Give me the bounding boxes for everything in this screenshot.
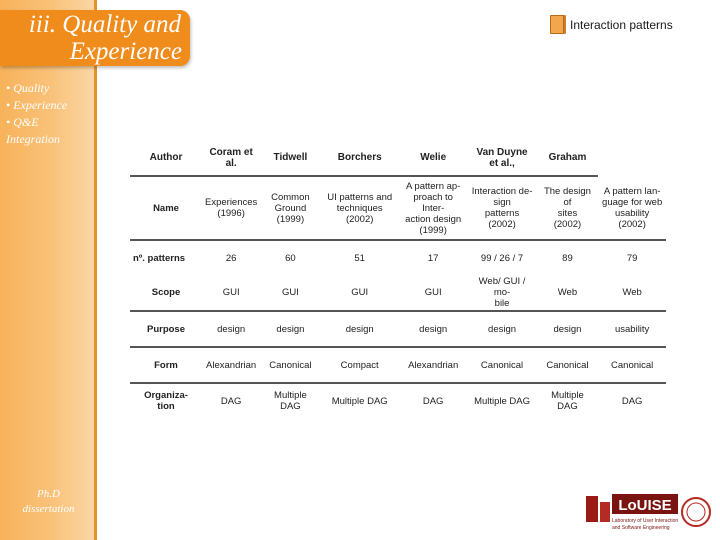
column-header: Van Duyne et al., [467,140,536,176]
table-cell: usability [598,311,666,347]
column-header: Coram et al. [202,140,260,176]
section-header [550,15,673,34]
table-cell: Interaction de- sign patterns (2002) [471,186,533,230]
logo-seal-icon [682,498,710,526]
section-header-label: Interaction patterns [570,17,673,32]
table-cell: Canonical [260,347,320,383]
comparison-table [130,140,666,418]
table-header-row [130,140,666,176]
column-header: Tidwell [260,140,320,176]
row-header: Name [153,202,179,214]
table-cell: GUI [281,287,299,298]
table-cell: Web [557,287,578,298]
table-cell: Multiple DAG [321,383,399,418]
row-header: Form [130,347,202,383]
document-icon [550,15,564,34]
side-nav-item-integration[interactable]: Integration [6,132,60,146]
table-row [130,240,666,275]
table-row [130,347,666,383]
table-cell: DAG [399,383,468,418]
table-row [130,383,666,418]
row-header: Purpose [130,311,202,347]
footer-line2: dissertation [22,503,75,515]
table-cell: Web/ GUI / mo- bile [478,276,526,309]
logo-seal-inner [687,503,705,521]
table-cell: DAG [202,383,260,418]
table-cell: Common Ground (1999) [271,191,310,225]
row-header: Organiza- tion [130,383,202,418]
logo-caption-line2: and Software Engineering [612,525,670,531]
row-header: nº. patterns [130,240,202,275]
table-cell: design [467,311,536,347]
comparison-table-wrap [130,140,666,418]
table-cell: A pattern lan- guage for web usability (2002) [602,185,663,230]
row-header: Scope [151,287,181,298]
side-nav-item-qe[interactable]: • Q&E [6,115,39,129]
table-cell: GUI [351,287,369,298]
table-cell: Multiple DAG [467,383,536,418]
logo-wordmark: LoUISE [618,497,672,514]
column-header: Welie [399,140,468,176]
table-cell: GUI [424,287,442,298]
column-header: Graham [537,140,599,176]
slide-title-line1: iii. Quality and [28,11,181,38]
table-cell: DAG [598,383,666,418]
table-cell: Canonical [467,347,536,383]
table-cell: 51 [321,240,399,275]
table-cell: Experiences (1996) [205,197,258,219]
table-cell: A pattern ap- proach to Inter- action design (1999) [405,180,462,236]
footer-line1: Ph.D [37,488,60,500]
side-nav-item-experience[interactable]: • Experience [6,98,68,112]
louise-logo [586,490,712,534]
slide-title-box [0,10,190,66]
slide-title-line2: Experience [69,38,182,65]
table-row [130,176,666,240]
logo-bar [586,496,598,522]
table-cell: 99 / 26 / 7 [467,240,536,275]
sidebar-divider [94,0,97,540]
table-row [130,275,666,311]
table-cell: Multiple DAG [260,383,320,418]
table-cell: Web [622,287,642,298]
table-cell: design [537,311,599,347]
table-cell: design [321,311,399,347]
column-header: Borchers [321,140,399,176]
column-header: Author [130,140,202,176]
table-cell: The design of sites (2002) [543,186,591,230]
side-nav [6,80,67,148]
table-cell: Alexandrian [399,347,468,383]
table-cell: Canonical [537,347,599,383]
table-cell: GUI [222,287,240,298]
table-cell: 89 [537,240,599,275]
table-cell: UI patterns and techniques (2002) [327,191,393,225]
table-row [130,311,666,347]
logo-caption-line1: Laboratory of User Interaction [612,518,679,524]
table-cell: 79 [598,240,666,275]
table-cell: 26 [202,240,260,275]
table-cell: 60 [260,240,320,275]
logo-bar [600,502,610,522]
table-cell: design [399,311,468,347]
table-cell: design [202,311,260,347]
table-cell: Multiple DAG [537,383,599,418]
louise-logo-graphic [586,490,712,534]
table-cell: 17 [399,240,468,275]
table-cell: Compact [321,347,399,383]
table-cell: Canonical [598,347,666,383]
table-cell: Alexandrian [202,347,260,383]
side-nav-item-quality[interactable]: • Quality [6,81,50,95]
table-cell: design [260,311,320,347]
